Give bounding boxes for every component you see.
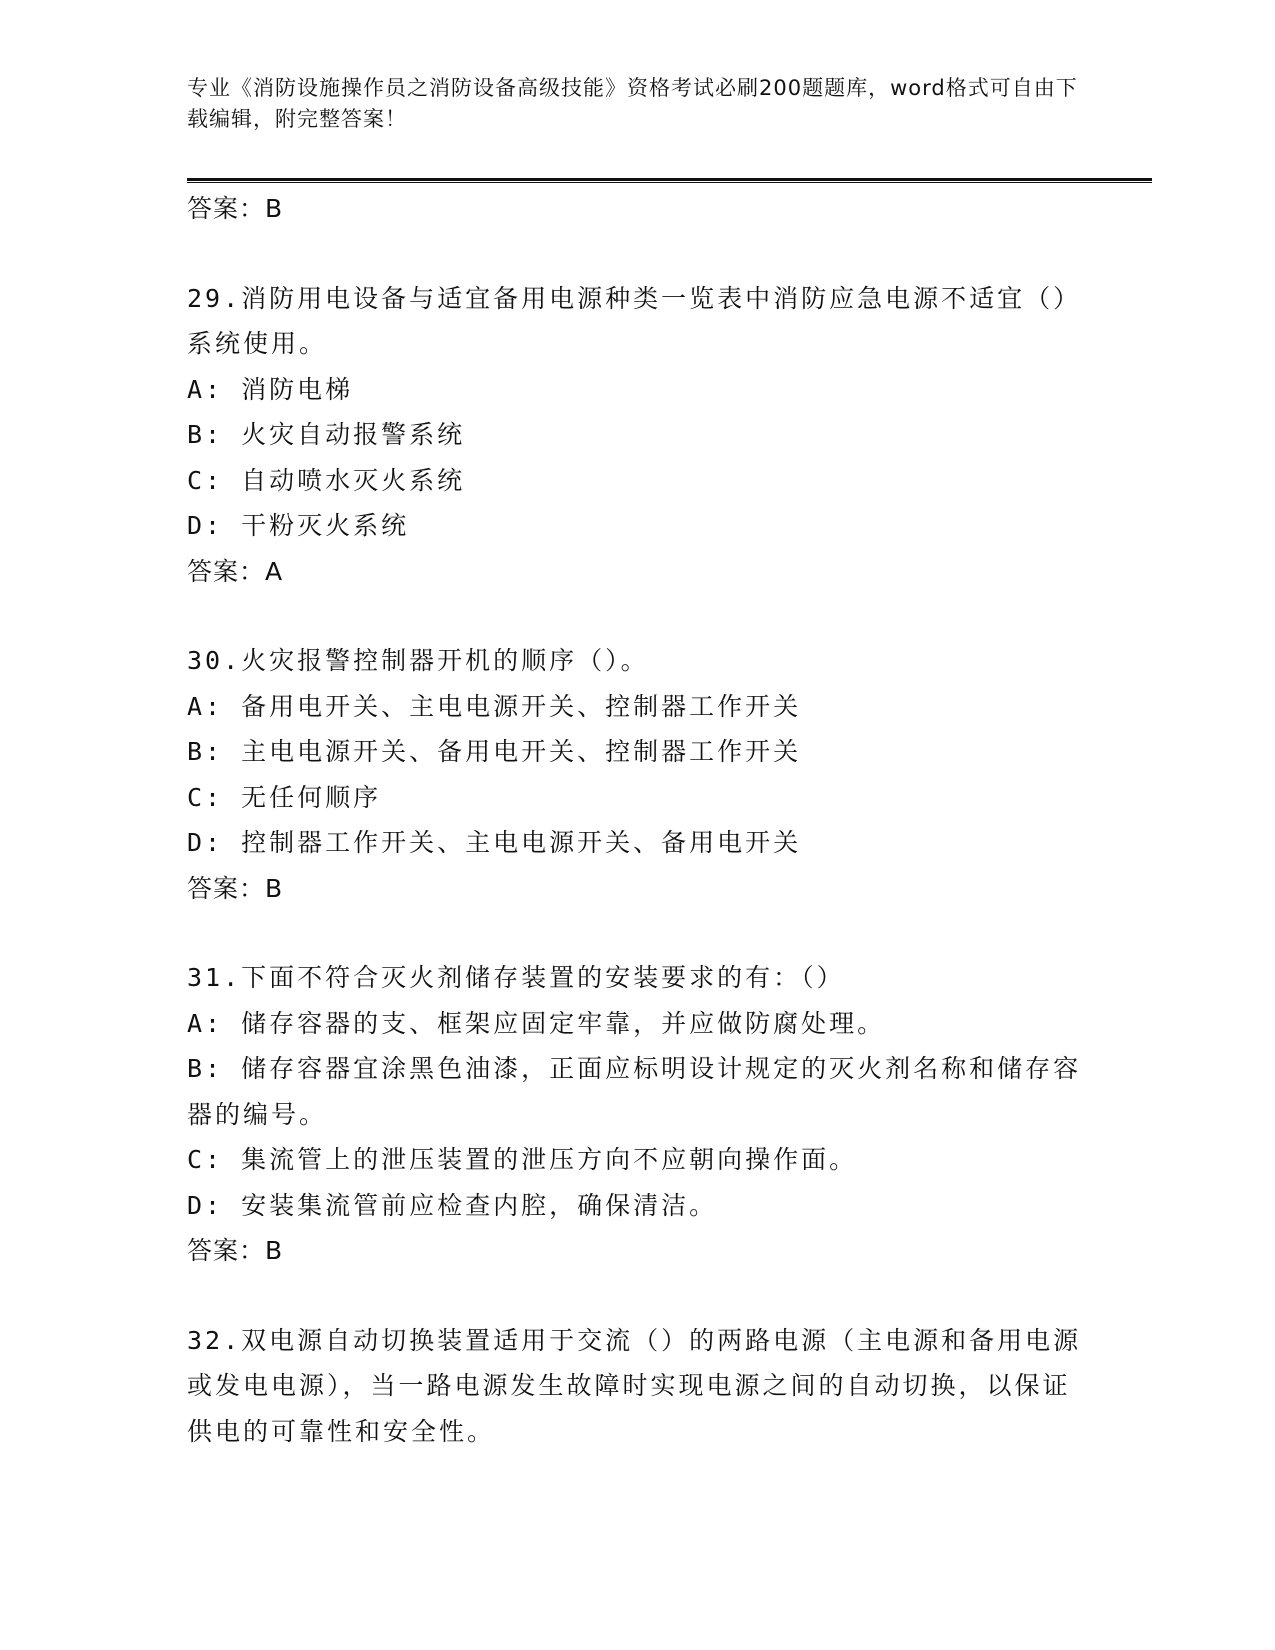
option-a: A: 备用电开关、主电电源开关、控制器工作开关 bbox=[187, 691, 802, 721]
spacer bbox=[187, 594, 1087, 638]
option-d: D: 控制器工作开关、主电电源开关、备用电开关 bbox=[187, 828, 802, 857]
question-block-31 bbox=[187, 955, 1087, 1274]
option-a: A: 储存容器的支、框架应固定牢靠，并应做防腐处理。 bbox=[187, 1008, 886, 1038]
question-text: 30.火灾报警控制器开机的顺序（）。 bbox=[187, 646, 649, 675]
question-list bbox=[187, 186, 1087, 1454]
option-b: B: 主电电源开关、备用电开关、控制器工作开关 bbox=[187, 737, 802, 766]
answer: 答案：B bbox=[187, 1236, 284, 1265]
option-c: C: 无任何顺序 bbox=[187, 782, 382, 812]
spacer bbox=[187, 1274, 1087, 1318]
spacer bbox=[187, 911, 1087, 955]
option-a: A: 消防电梯 bbox=[187, 374, 354, 404]
option-c: C: 自动喷水灭火系统 bbox=[187, 465, 466, 495]
header-rule-thick bbox=[187, 178, 1152, 181]
option-b: B: 火灾自动报警系统 bbox=[187, 420, 466, 449]
question-block-32 bbox=[187, 1318, 1087, 1455]
answer: 答案：A bbox=[187, 556, 284, 586]
option-d: D: 安装集流管前应检查内腔，确保清洁。 bbox=[187, 1190, 718, 1220]
header-rule bbox=[187, 178, 1152, 183]
option-c: C: 集流管上的泄压装置的泄压方向不应朝向操作面。 bbox=[187, 1145, 858, 1174]
question-text: 31.下面不符合灭火剂储存装置的安装要求的有：（） bbox=[187, 963, 845, 992]
header-rule-thin bbox=[187, 182, 1152, 183]
option-d: D: 干粉灭火系统 bbox=[187, 511, 410, 540]
answer: 答案：B bbox=[187, 873, 284, 903]
spacer bbox=[187, 232, 1087, 276]
page-header: 专业《消防设施操作员之消防设备高级技能》资格考试必刷200题题库，word格式可自由下载编辑，附完整答案！ bbox=[187, 76, 1078, 131]
option-b: B: 储存容器宜涂黑色油漆，正面应标明设计规定的灭火剂名称和储存容器的编号。 bbox=[187, 1054, 1082, 1129]
answer-28: 答案：B bbox=[187, 194, 284, 223]
question-text: 32.双电源自动切换装置适用于交流（）的两路电源（主电源和备用电源或发电电源），当一路电源发生故障时实现电源之间的自动切换，以保证供电的可靠性和安全性。 bbox=[187, 1325, 1082, 1446]
question-block-30 bbox=[187, 638, 1087, 911]
question-block-29 bbox=[187, 276, 1087, 595]
question-text: 29.消防用电设备与适宜备用电源种类一览表中消防应急电源不适宜（）系统使用。 bbox=[187, 283, 1082, 358]
